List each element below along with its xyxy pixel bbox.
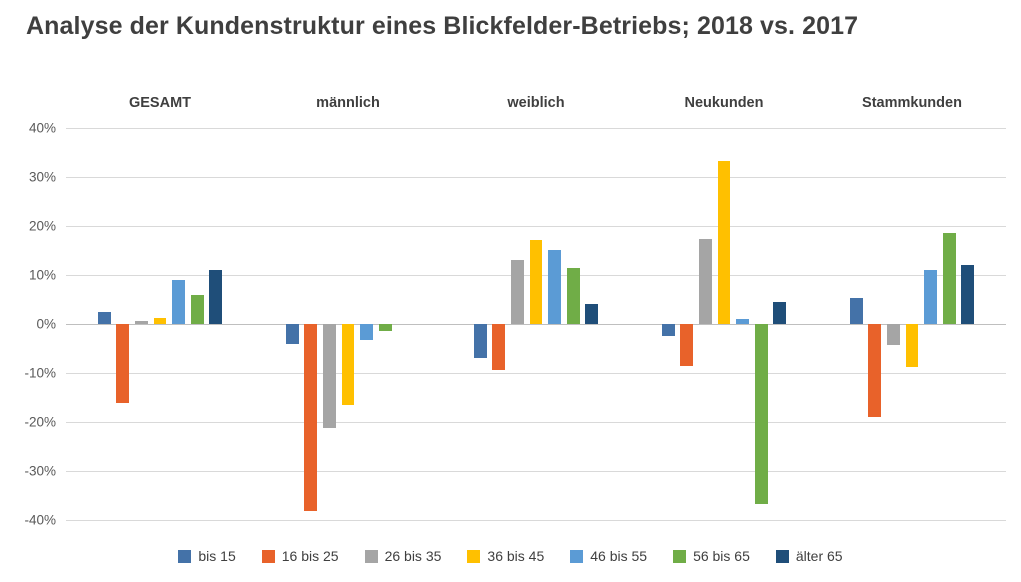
gridline [66, 373, 1006, 374]
legend-label: 26 bis 35 [384, 548, 442, 564]
bar [304, 324, 317, 511]
bar [511, 260, 524, 324]
legend-swatch [365, 550, 378, 563]
y-axis-tick-label: 30% [28, 169, 56, 185]
bar [736, 319, 749, 324]
group-label: weiblich [507, 95, 565, 111]
bar [530, 240, 543, 324]
bar [135, 321, 148, 324]
legend-swatch [467, 550, 480, 563]
bar [943, 233, 956, 324]
legend-swatch [673, 550, 686, 563]
bar [379, 324, 392, 331]
bar [98, 312, 111, 324]
bar [662, 324, 675, 336]
bar [492, 324, 505, 370]
legend-item [178, 548, 235, 564]
bar [172, 280, 185, 324]
gridline [66, 520, 1006, 521]
group-label: männlich [316, 95, 380, 111]
bar [850, 298, 863, 324]
bar [342, 324, 355, 405]
gridline [66, 177, 1006, 178]
group-label: GESAMT [128, 95, 192, 111]
bar [585, 304, 598, 324]
bar [474, 324, 487, 358]
bar [699, 239, 712, 324]
gridline [66, 471, 1006, 472]
legend-label: bis 15 [198, 548, 236, 564]
legend-label: 36 bis 45 [487, 548, 545, 564]
legend-item [776, 548, 843, 564]
legend-item [262, 548, 339, 564]
legend-label: älter 65 [795, 548, 843, 564]
legend-swatch [570, 550, 583, 563]
bar [191, 295, 204, 324]
zero-axis-line [66, 324, 1006, 325]
legend-label: 46 bis 55 [590, 548, 648, 564]
bar [868, 324, 881, 417]
chart-legend [0, 548, 1021, 564]
bar [924, 270, 937, 324]
y-axis-tick-label: -10% [24, 365, 56, 381]
group-label: Stammkunden [862, 95, 962, 111]
chart-title: Analyse der Kundenstruktur eines Blickfelder-Betriebs; 2018 vs. 2017 [26, 12, 859, 40]
y-axis-tick-label: -20% [24, 414, 56, 430]
y-axis-tick-label: -40% [24, 512, 56, 528]
bar [961, 265, 974, 324]
bar [209, 270, 222, 324]
bar [548, 250, 561, 324]
legend-item [570, 548, 647, 564]
bar [680, 324, 693, 366]
gridline [66, 422, 1006, 423]
legend-label: 16 bis 25 [281, 548, 339, 564]
legend-swatch [776, 550, 789, 563]
bar [154, 318, 167, 324]
legend-swatch [262, 550, 275, 563]
legend-label: 56 bis 65 [693, 548, 750, 564]
y-axis-tick-label: 10% [28, 267, 56, 283]
legend-item [467, 548, 544, 564]
bar [773, 302, 786, 324]
legend-item [365, 548, 442, 564]
legend-item [673, 548, 750, 564]
bar [718, 161, 731, 324]
bar [567, 268, 580, 324]
bar [323, 324, 336, 428]
y-axis-tick-label: 0% [36, 316, 56, 332]
bar [906, 324, 919, 367]
gridline [66, 226, 1006, 227]
bar [116, 324, 129, 403]
group-label: Neukunden [684, 95, 764, 111]
y-axis-tick-label: -30% [24, 463, 56, 479]
legend-swatch [178, 550, 191, 563]
plot-area [24, 95, 1006, 528]
bar [887, 324, 900, 345]
y-axis-tick-label: 20% [28, 218, 56, 234]
bar [286, 324, 299, 344]
bar [755, 324, 768, 504]
bar [360, 324, 373, 340]
gridline [66, 128, 1006, 129]
y-axis-tick-label: 40% [28, 120, 56, 136]
